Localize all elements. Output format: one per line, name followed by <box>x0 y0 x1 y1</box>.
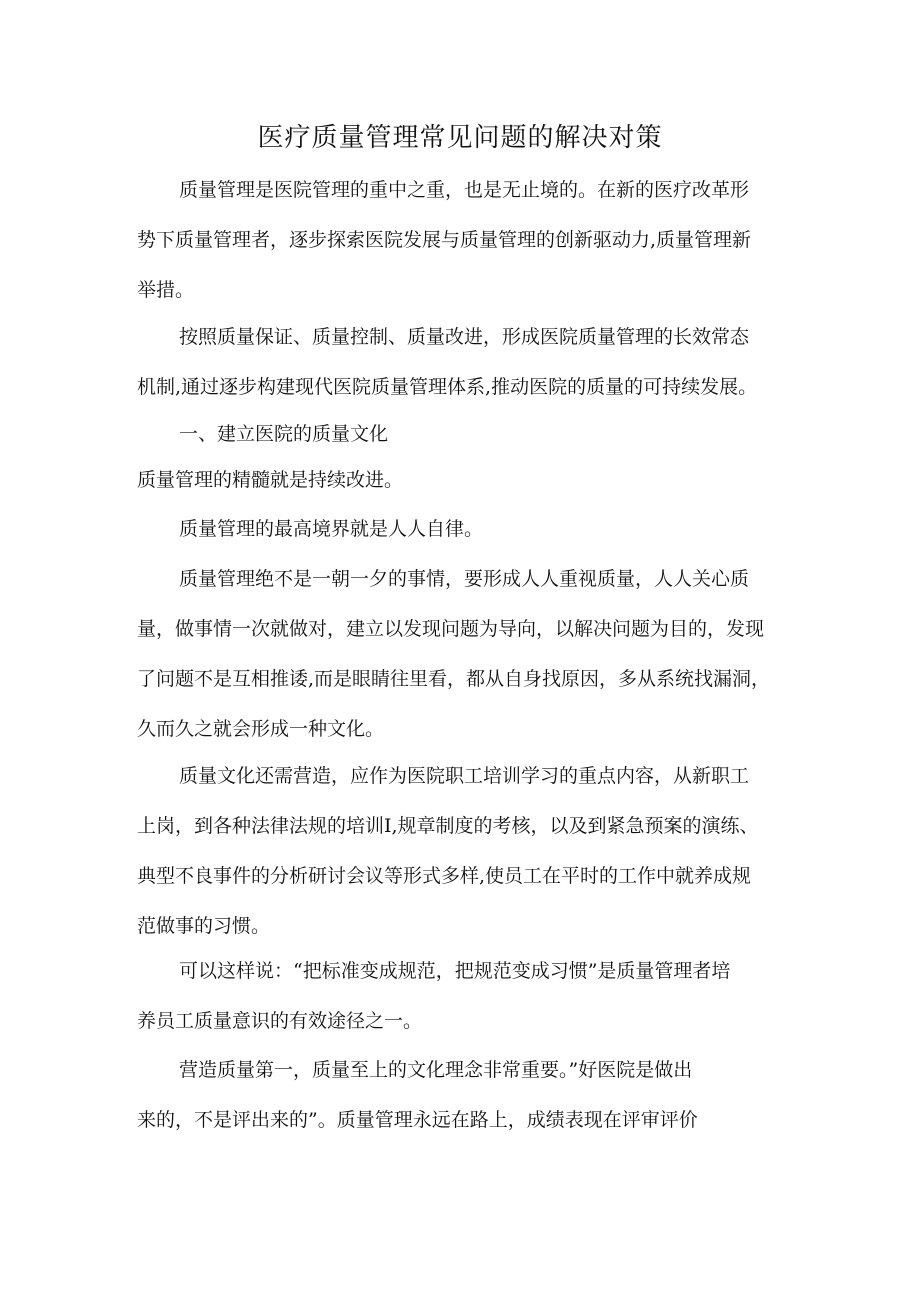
paragraph-intro <box>137 165 839 315</box>
paragraph-line: 养员工质量意识的有效途径之一。 <box>137 1010 423 1032</box>
paragraph-line: 来的，不是评出来的”。质量管理永远在路上，成绩表现在评审评价 <box>137 1109 698 1131</box>
paragraph-line: 量，做事情一次就做对，建立以发现问题为导向，以解决问题为目的，发现 <box>137 618 765 640</box>
paragraph-culture-training <box>137 751 839 951</box>
paragraph-line: 久而久之就会形成一种文化。 <box>137 718 385 740</box>
section-heading <box>137 409 839 459</box>
paragraph-line: 质量文化还需营造，应作为医院职工培训学习的重点内容，从新职工 <box>179 765 750 787</box>
paragraph-quality-first <box>137 1045 839 1145</box>
paragraph-essence <box>137 455 797 505</box>
paragraph-line: 了问题不是互相推诿,而是眼睛往里看，都从自身找原因，多从系统找漏洞， <box>137 668 771 690</box>
paragraph-line: 质量管理是医院管理的重中之重，也是无止境的。在新的医疗改革形 <box>179 179 750 201</box>
paragraph-quality-culture-forming <box>137 554 839 754</box>
paragraph-line: 机制,通过逐步构建现代医院质量管理体系,推动医院的质量的可持续发展。 <box>137 376 758 398</box>
paragraph-line: 质量管理的精髓就是持续改进。 <box>137 469 404 491</box>
paragraph-line: 质量管理的最高境界就是人人自律。 <box>179 518 484 540</box>
paragraph-highest-realm <box>137 504 839 554</box>
paragraph-line: 典型不良事件的分析研讨会议等形式多样,使员工在平时的工作中就养成规 <box>137 865 752 887</box>
paragraph-line: 可以这样说：“把标准变成规范，把规范变成习惯”是质量管理者培 <box>179 960 731 982</box>
paragraph-line: 按照质量保证、质量控制、质量改进，形成医院质量管理的长效常态 <box>179 326 750 348</box>
paragraph-line: 质量管理绝不是一朝一夕的事情，要形成人人重视质量，人人关心质 <box>179 568 750 590</box>
document-title: 医疗质量管理常见问题的解决对策 <box>257 123 663 153</box>
paragraph-line: 势下质量管理者，逐步探索医院发展与质量管理的创新驱动力,质量管理新 <box>137 229 752 251</box>
section-heading-text: 一、建立医院的质量文化 <box>179 423 389 445</box>
paragraph-standards-habits <box>137 946 839 1046</box>
paragraph-line: 范做事的习惯。 <box>137 915 271 937</box>
paragraph-line: 上岗，到各种法律法规的培训I,规章制度的考核，以及到紧急预案的演练、 <box>137 815 759 837</box>
paragraph-line: 营造质量第一，质量至上的文化理念非常重要。”好医院是做出 <box>179 1059 693 1081</box>
paragraph-mechanism <box>137 312 839 412</box>
paragraph-line: 举措。 <box>137 279 195 301</box>
